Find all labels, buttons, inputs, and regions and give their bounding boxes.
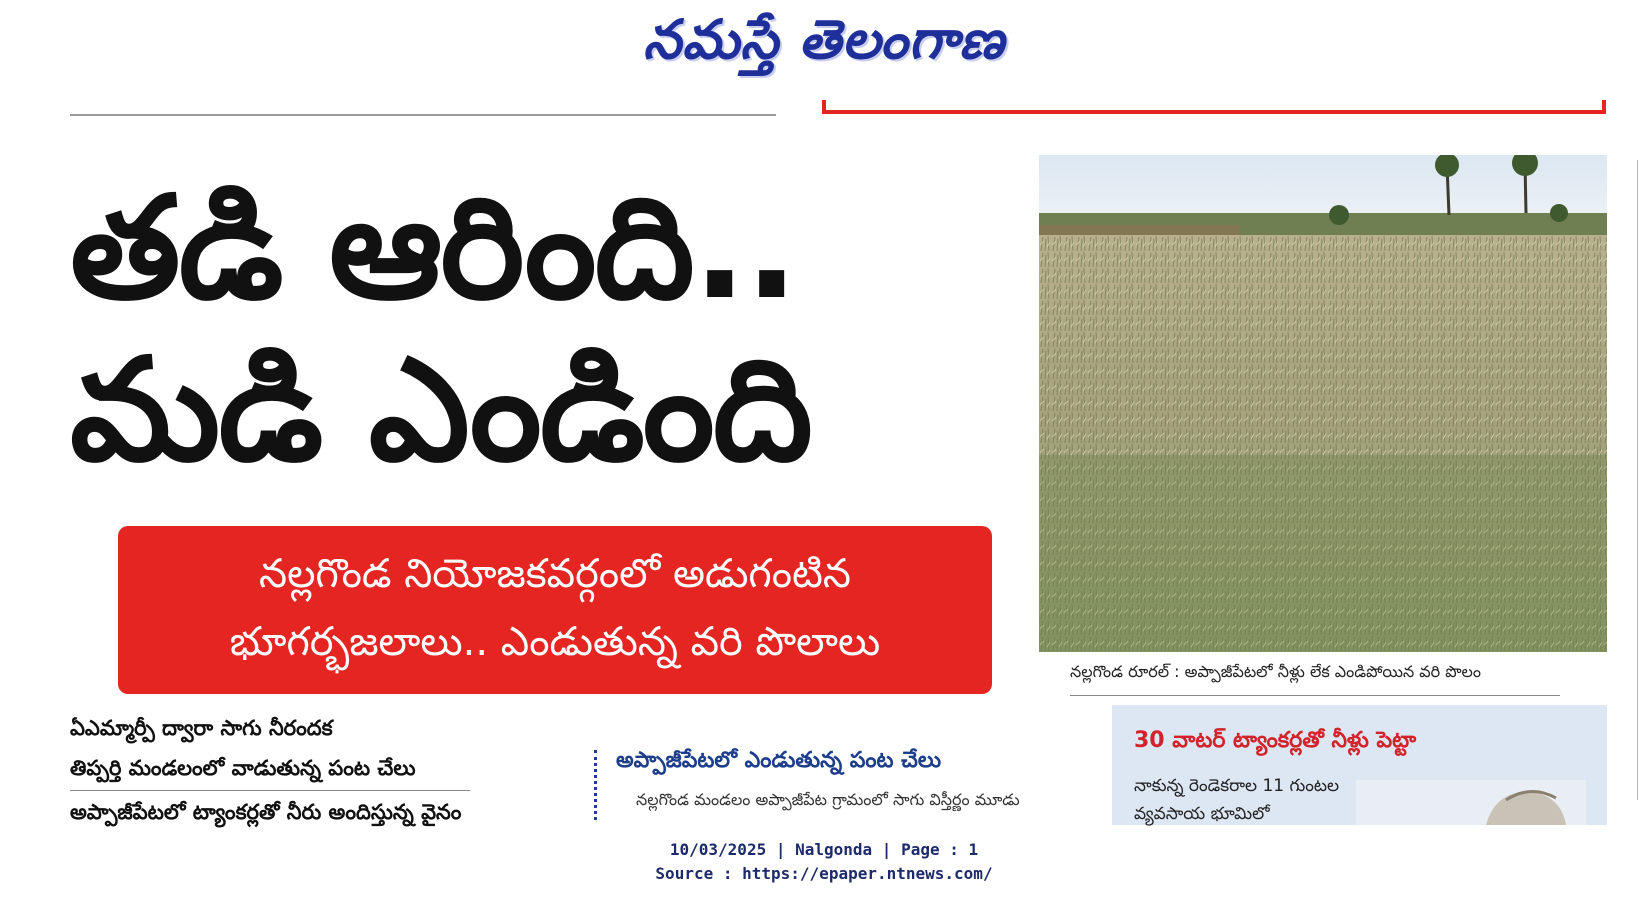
edition-info: 10/03/2025 | Nalgonda | Page : 1 [669, 840, 979, 859]
story-body: నల్లగొండ మండలం అప్పాజీపేట గ్రామంలో సాగు విస్తీర్ణం మూడు [636, 790, 1020, 809]
header-red-frame [822, 100, 1606, 114]
sidebar-body: నాకున్న రెండెకరాల 11 గుంటల వ్యవసాయ భూమిలో [1134, 776, 1340, 824]
headline-line-2: మడి ఎండింది [70, 328, 811, 493]
dry-paddy-field-image [1039, 155, 1607, 652]
source-link[interactable]: Source : https://epaper.ntnews.com/ [655, 864, 993, 883]
paddy-field-photo [1039, 155, 1607, 652]
subheadline-line-1: నల్లగొండ నియోజకవర్గంలో అడుగంటిన [259, 551, 851, 597]
farmer-photo [1356, 780, 1586, 825]
page-footer [0, 838, 1648, 886]
header-divider [70, 114, 776, 116]
farmer-portrait-image [1356, 780, 1586, 825]
sidebar-heading: 30 వాటర్ ట్యాంకర్లతో నీళ్లు పెట్టా [1134, 728, 1417, 753]
deck-line-1: ఏఎమ్మార్పీ ద్వారా సాగు నీరందక [70, 716, 333, 740]
masthead [0, 0, 1648, 90]
story-accent-bar [594, 750, 601, 820]
deck-line-2: తిప్పర్తి మండలంలో వాడుతున్న పంట చేలు [70, 756, 416, 780]
page-edge-line [1637, 160, 1638, 800]
headline-line-1: తడి ఆరింది.. [70, 166, 797, 331]
newspaper-logo: నమస్తే తెలంగాణ [643, 8, 1005, 71]
subheadline-line-2: భూగర్భజలాలు.. ఎండుతున్న వరి పొలాలు [229, 619, 881, 665]
subheadline-box [118, 526, 992, 694]
deck-line-3: అప్పాజీపేటలో ట్యాంకర్లతో నీరు అందిస్తున్న వైనం [70, 800, 462, 824]
photo-caption: నల్లగొండ రూరల్ : అప్పాజీపేటలో నీళ్లు లేక ఎండిపోయిన వరి పొలం [1070, 662, 1560, 696]
story-heading: అప్పాజీపేటలో ఎండుతున్న పంట చేలు [616, 748, 942, 773]
deck-divider [70, 790, 470, 791]
